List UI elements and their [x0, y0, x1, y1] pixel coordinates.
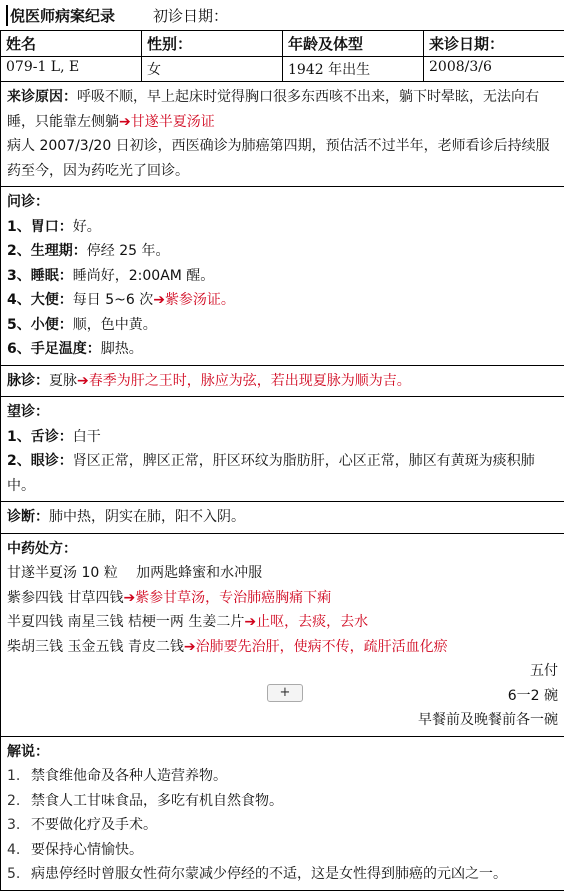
first-date-label: 初诊日期：: [153, 5, 228, 26]
inquiry-item: 1、胃口：好。: [7, 215, 558, 240]
list-item: 5. 病患停经时曾服女性荷尔蒙减少停经的不适，这是女性得到肺癌的元凶之一。: [7, 862, 558, 887]
inquiry-item: 6、手足温度：脚热。: [7, 337, 558, 362]
list-item: 2. 禁食人工甘味食品，多吃有机自然食物。: [7, 789, 558, 814]
arrow-icon: ➔: [244, 614, 256, 630]
arrow-icon: ➔: [153, 292, 165, 308]
observe-section: [1, 397, 564, 502]
arrow-icon: ➔: [184, 639, 196, 655]
inquiry-section: [1, 187, 564, 366]
list-item: 1. 禁食维他命及各种人造营养物。: [7, 764, 558, 789]
rx-line-4: 柴胡三钱 玉金五钱 青皮二钱➔治肺要先治肝，使病不传，疏肝活血化瘀: [7, 635, 558, 660]
record-table: [0, 30, 564, 891]
eye-line: 2、眼诊：肾区正常，脾区正常，肝区环纹为脂肪肝，心区正常，肺区有黄斑为痰积肺中。: [7, 449, 558, 498]
reason-rx: 甘遂半夏汤证: [131, 114, 215, 130]
value-age: 1942 年出生: [283, 57, 424, 82]
expand-button[interactable]: +: [267, 684, 303, 702]
arrow-icon: ➔: [119, 114, 131, 130]
reason-history: 病人 2007/3/20 日初诊，西医确诊为肺癌第四期，预估活不过半年，老师看诊后持续服药至今，因为药吃光了回诊。: [7, 134, 558, 183]
inquiry-item: 4、大便：每日 5~6 次➔紫参汤证。: [7, 288, 558, 313]
observe-label: 望诊：: [7, 400, 558, 425]
inquiry-item: 2、生理期：停经 25 年。: [7, 239, 558, 264]
dose-water: 6一2 碗: [7, 684, 558, 709]
arrow-icon: ➔: [77, 373, 89, 389]
title-row: [0, 0, 564, 30]
diagnosis-value: 肺中热，阴实在肺，阳不入阴。: [49, 509, 245, 525]
inquiry-label: 问诊：: [7, 190, 558, 215]
arrow-icon: ➔: [123, 590, 135, 606]
dose-timing: 早餐前及晚餐前各一碗: [7, 708, 558, 733]
inquiry-item: 5、小便：顺，色中黄。: [7, 313, 558, 338]
list-item: 4. 要保持心情愉快。: [7, 838, 558, 863]
value-visit: 2008/3/6: [424, 57, 564, 82]
rx-line-2: 紫参四钱 甘草四钱➔紫参甘草汤，专治肺癌胸痛下痢: [7, 586, 558, 611]
list-item: 3. 不要做化疗及手术。: [7, 813, 558, 838]
value-row: [1, 57, 564, 82]
reason-section: [1, 82, 564, 187]
inquiry-item: 3、睡眠：睡尚好，2:00AM 醒。: [7, 264, 558, 289]
prescription-section: [1, 533, 564, 736]
rx-line-1: 甘遂半夏汤 10 粒 加两匙蜂蜜和水冲服: [7, 561, 558, 586]
prescription-label: 中药处方：: [7, 537, 558, 562]
pulse-label: 脉诊：: [7, 373, 49, 389]
diagnosis-section: [1, 502, 564, 534]
dose-count: 五付: [7, 659, 558, 684]
header-visit: 来诊日期：: [424, 31, 564, 57]
value-name: 079-1 L, E: [1, 57, 142, 82]
notes-section: [1, 736, 564, 890]
tongue-line: 1、舌诊：白干: [7, 425, 558, 450]
header-row: [1, 31, 564, 57]
reason-text: 呼吸不顺，早上起床时觉得胸口很多东西咳不出来，躺下时晕眩，无法向右睡，只能靠左侧躺: [7, 89, 539, 130]
pulse-note: 春季为肝之王时，脉应为弦，若出现夏脉为顺为吉。: [89, 373, 411, 389]
reason-label: 来诊原因：: [7, 89, 77, 105]
rx-line-3: 半夏四钱 南星三钱 桔梗一两 生姜二片➔止呕，去痰，去水: [7, 610, 558, 635]
notes-label: 解说：: [7, 740, 558, 765]
diagnosis-label: 诊断：: [7, 509, 49, 525]
header-name: 姓名: [1, 31, 142, 57]
record-title: 倪医师病案纪录: [6, 5, 115, 26]
value-gender: 女: [142, 57, 283, 82]
pulse-section: [1, 365, 564, 397]
header-age: 年龄及体型: [283, 31, 424, 57]
header-gender: 性别：: [142, 31, 283, 57]
pulse-value: 夏脉: [49, 373, 77, 389]
